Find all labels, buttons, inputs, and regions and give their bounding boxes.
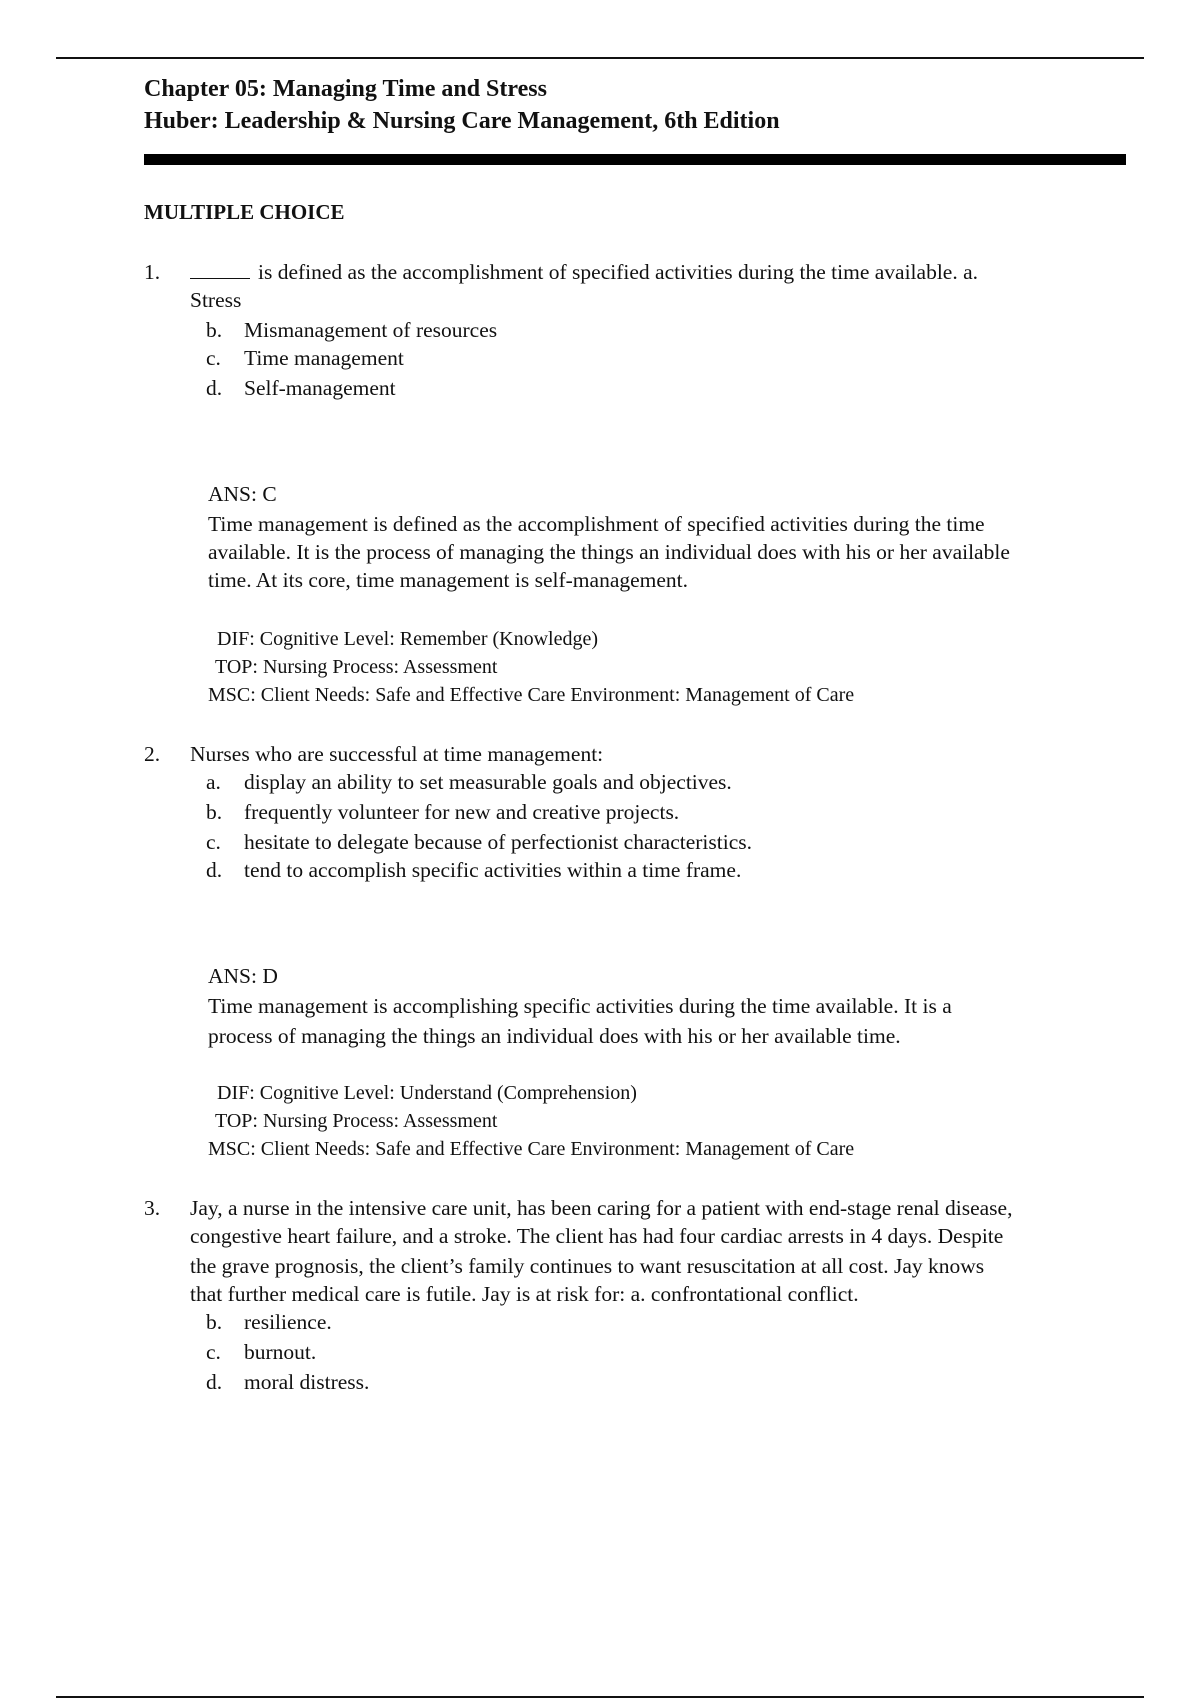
option-letter: b. xyxy=(206,800,223,824)
option-text: display an ability to set measurable goals and objectives. xyxy=(244,770,732,794)
rationale-line: Time management is defined as the accomplishment of specified activities during the time xyxy=(208,512,985,536)
question-number: 1. xyxy=(144,260,161,284)
option-letter: d. xyxy=(206,1370,223,1394)
option-text: Time management xyxy=(244,346,404,370)
question-stem-line: the grave prognosis, the client’s family continues to want resuscitation at all cost. Jay knows xyxy=(190,1254,985,1278)
question-stem: Nurses who are successful at time management: xyxy=(190,742,604,766)
option-text: Self-management xyxy=(244,376,396,400)
option-letter: c. xyxy=(206,830,221,854)
topic-meta: TOP: Nursing Process: Assessment xyxy=(215,1110,498,1132)
option-text: hesitate to delegate because of perfectionist characteristics. xyxy=(244,830,752,854)
option-text: tend to accomplish specific activities within a time frame. xyxy=(244,858,742,882)
difficulty-meta: DIF: Cognitive Level: Remember (Knowledge) xyxy=(217,628,599,650)
question-stem-cont: Stress xyxy=(190,288,242,312)
topic-meta: TOP: Nursing Process: Assessment xyxy=(215,656,498,678)
option-letter: a. xyxy=(206,770,221,794)
heavy-divider xyxy=(144,154,1126,165)
option-text: moral distress. xyxy=(244,1370,370,1394)
rationale-line: Time management is accomplishing specific activities during the time available. It is a xyxy=(208,994,952,1018)
msc-meta: MSC: Client Needs: Safe and Effective Care Environment: Management of Care xyxy=(208,1138,855,1160)
option-letter: d. xyxy=(206,376,223,400)
option-text: Mismanagement of resources xyxy=(244,318,498,342)
question-stem-line: congestive heart failure, and a stroke. The client has had four cardiac arrests in 4 days. Despite xyxy=(190,1224,1004,1248)
top-rule xyxy=(56,57,1144,59)
answer-key: ANS: C xyxy=(208,482,277,506)
question-number: 2. xyxy=(144,742,161,766)
option-letter: b. xyxy=(206,318,223,342)
option-letter: d. xyxy=(206,858,223,882)
option-text: burnout. xyxy=(244,1340,317,1364)
chapter-title: Chapter 05: Managing Time and Stress xyxy=(144,76,547,102)
bottom-rule xyxy=(56,1696,1144,1698)
rationale-line: available. It is the process of managing the things an individual does with his or her available xyxy=(208,540,1010,564)
book-title: Huber: Leadership & Nursing Care Management, 6th Edition xyxy=(144,108,780,134)
question-stem-line: that further medical care is futile. Jay is at risk for: a. confrontational conflict. xyxy=(190,1282,859,1306)
option-text: frequently volunteer for new and creative projects. xyxy=(244,800,680,824)
option-letter: c. xyxy=(206,1340,221,1364)
question-stem-line: Jay, a nurse in the intensive care unit, has been caring for a patient with end-stage renal disease, xyxy=(190,1196,1013,1220)
difficulty-meta: DIF: Cognitive Level: Understand (Comprehension) xyxy=(217,1082,637,1104)
answer-key: ANS: D xyxy=(208,964,278,988)
option-text: resilience. xyxy=(244,1310,332,1334)
question-stem: is defined as the accomplishment of specified activities during the time available. a. xyxy=(190,258,978,286)
answer-blank xyxy=(190,258,250,279)
rationale-line: time. At its core, time management is self-management. xyxy=(208,568,689,592)
option-letter: c. xyxy=(206,346,221,370)
msc-meta: MSC: Client Needs: Safe and Effective Care Environment: Management of Care xyxy=(208,684,855,706)
question-number: 3. xyxy=(144,1196,161,1220)
section-heading: MULTIPLE CHOICE xyxy=(144,200,345,224)
rationale-line: process of managing the things an individual does with his or her available time. xyxy=(208,1024,901,1048)
option-letter: b. xyxy=(206,1310,223,1334)
